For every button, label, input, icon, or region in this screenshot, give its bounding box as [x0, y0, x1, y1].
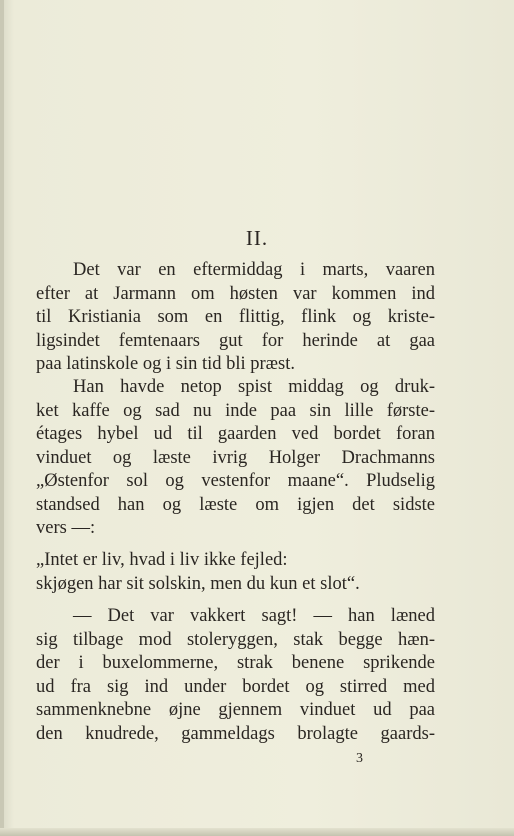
text-line: der i buxelommerne, strak benene sprikende: [36, 653, 435, 673]
text-line: sammenknebne øjne gjennem vinduet ud paa: [36, 700, 435, 720]
page-bottom-edge: [0, 828, 514, 836]
text-line: vinduet og læste ivrig Holger Drachmanns: [36, 447, 435, 468]
text-line: ligsindet femtenaars gut for herinde at gaa: [36, 330, 435, 351]
text-line: vers —:: [36, 518, 96, 538]
text-line: ud fra sig ind under bordet og stirred med: [36, 676, 435, 697]
text-line: Det var en eftermiddag i marts, vaaren: [73, 260, 435, 280]
paragraph-1: [36, 259, 435, 377]
page-number: 3: [356, 751, 363, 766]
text-line: den knudrede, gammeldags brolagte gaards-: [36, 723, 435, 744]
text-line: ket kaffe og sad nu inde paa sin lille første-: [36, 400, 435, 421]
text-line: Han havde netop spist middag og druk-: [73, 377, 435, 397]
paragraph-2: [36, 376, 435, 541]
verse-quote: [36, 548, 456, 595]
text-line: étages hybel ud til gaarden ved bordet foran: [36, 424, 435, 444]
text-line: „Østenfor sol og vestenfor maane“. Pludselig: [36, 471, 435, 491]
text-line: paa latinskole og i sin tid bli præst.: [36, 354, 295, 374]
text-line: standsed han og læste om igjen det sidste: [36, 494, 435, 515]
page-left-edge: [0, 0, 4, 836]
text-line: til Kristiania som en flittig, flink og kriste-: [36, 307, 435, 327]
verse-line: skjøgen har sit solskin, men du kun et slot“.: [36, 573, 360, 594]
paragraph-3: [36, 605, 435, 746]
text-line: efter at Jarmann om høsten var kommen ind: [36, 283, 435, 304]
text-line: sig tilbage mod stoleryggen, stak begge hæn-: [36, 629, 435, 650]
chapter-heading: II.: [245, 226, 269, 250]
text-line: — Det var vakkert sagt! — han læned: [73, 606, 435, 626]
verse-line: „Intet er liv, hvad i liv ikke fejled:: [36, 550, 288, 570]
